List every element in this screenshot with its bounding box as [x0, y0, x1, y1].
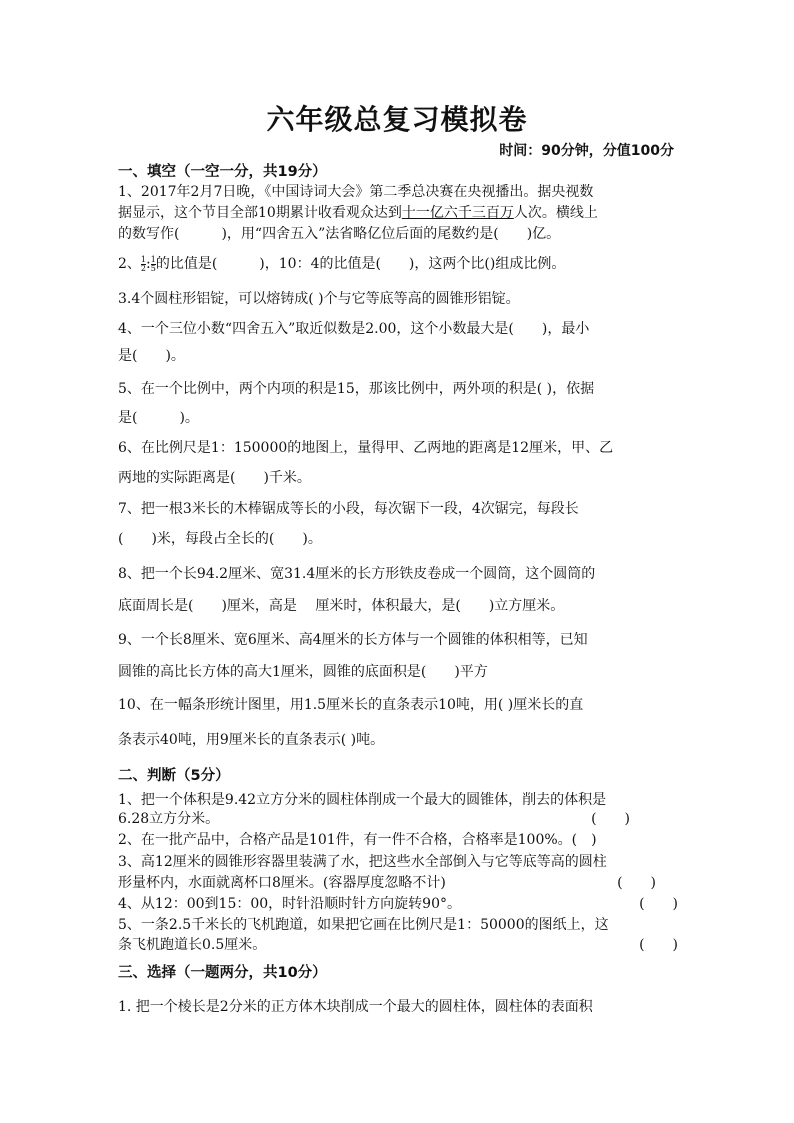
j5-line1: 5、一条2.5千米长的飞机跑道，如果把它画在比例尺是1：50000的图纸上，这 [118, 917, 609, 933]
j1-line1: 1、把一个体积是9.42立方分米的圆柱体削成一个最大的圆锥体，削去的体积是 [118, 792, 607, 808]
q1-underlined-number: 十一亿六千三百万 [401, 205, 514, 221]
j3-line2-text: 形量杯内，水面就离杯口8厘米。(容器厚度忽略不计) [118, 875, 446, 891]
j5-answer-blank: ( ) [639, 937, 678, 953]
section-choice-heading: 三、选择（一题两分，共10分） [118, 965, 327, 981]
j4-answer-blank: ( ) [639, 896, 678, 912]
q9-line2: 圆锥的高比长方体的高大1厘米，圆锥的底面积是( )平方 [118, 664, 488, 680]
q4-line1: 4、一个三位小数“四舍五入”取近似数是2.00，这个小数最大是( )，最小 [118, 321, 590, 337]
q1-line1: 1、2017年2月7日晚，《中国诗词大会》第二季总决赛在央视播出。据央视数 [118, 184, 594, 200]
q7-line1: 7、把一根3米长的木棒锯成等长的小段，每次锯下一段，4次锯完，每段长 [118, 501, 579, 517]
q7-line2: ( )米，每段占全长的( )。 [118, 531, 322, 547]
j3-line1: 3、高12厘米的圆锥形容器里装满了水，把这些水全部倒入与它等底等高的圆柱 [118, 854, 607, 870]
q4-line2: 是( )。 [118, 348, 185, 364]
section-judge-heading: 二、判断（5分） [118, 768, 230, 784]
q6-line2: 两地的实际距离是( )千米。 [118, 470, 311, 486]
q1-line3: 的数写作( )，用“四舍五入”法省略亿位后面的尾数约是( )亿。 [118, 226, 561, 242]
j5-line2-text: 条飞机跑道长0.5厘米。 [118, 937, 267, 953]
q5-line2: 是( )。 [118, 410, 199, 426]
q2-text: 的比值是( )，10：4的比值是( )，这两个比()组成比例。 [155, 256, 566, 272]
time-score-info: 时间：90分钟，分值100分 [499, 143, 674, 159]
fraction-numerator: 1 [150, 254, 156, 264]
q3-line: 3.4个圆柱形铝锭，可以熔铸成( )个与它等底等高的圆锥形铝锭。 [118, 291, 520, 307]
q2-number: 2、 [118, 256, 141, 272]
j1-line2-text: 6.28立方分米。 [118, 811, 220, 827]
q1-line2 [118, 202, 678, 222]
j4-line [118, 893, 678, 913]
q8-line1: 8、把一个长94.2厘米、宽31.4厘米的长方形铁皮卷成一个圆筒，这个圆筒的 [118, 566, 596, 582]
q8-line2: 底面周长是( )厘米，高是 厘米时，体积最大，是( )立方厘米。 [118, 598, 565, 614]
j5-line2 [118, 934, 678, 954]
fraction-numerator: 1 [140, 254, 147, 264]
j3-answer-blank: ( ) [617, 875, 656, 891]
q1-line2-start: 据显示，这个节目全部10期累计收看观众达到 [118, 205, 402, 221]
fraction-denominator: 5 [150, 263, 156, 273]
j1-line2 [118, 808, 678, 828]
q1-line2-end: 人次。横线上 [513, 205, 598, 221]
fraction-denominator: 2 [140, 263, 147, 273]
q9-line1: 9、一个长8厘米、宽6厘米、高4厘米的长方体与一个圆锥的体积相等，已知 [118, 632, 588, 648]
q10-line2: 条表示40吨，用9厘米长的直条表示( )吨。 [118, 732, 385, 748]
q5-line1: 5、在一个比例中，两个内项的积是15，那该比例中，两外项的积是( )，依据 [118, 381, 595, 397]
j3-line2 [118, 872, 678, 892]
j1-answer-blank: ( ) [591, 811, 630, 827]
j2-line: 2、在一批产品中，合格产品是101件，有一件不合格，合格率是100%。( ) [118, 832, 597, 848]
section-fill-heading: 一、填空（一空一分，共19分） [118, 164, 327, 180]
q10-line1: 10、在一幅条形统计图里，用1.5厘米长的直条表示10吨，用( )厘米长的直 [118, 697, 584, 713]
c1-line: 1. 把一个棱长是2分米的正方体木块削成一个最大的圆柱体，圆柱体的表面积 [118, 999, 593, 1015]
q6-line1: 6、在比例尺是1：150000的地图上，量得甲、乙两地的距离是12厘米，甲、乙 [118, 440, 614, 456]
ratio-colon: : [146, 256, 151, 272]
q2-line [118, 253, 678, 273]
page-title: 六年级总复习模拟卷 [266, 103, 528, 136]
j4-text: 4、从12：00到15：00，时针沿顺时针方向旋转90°。 [118, 896, 461, 912]
